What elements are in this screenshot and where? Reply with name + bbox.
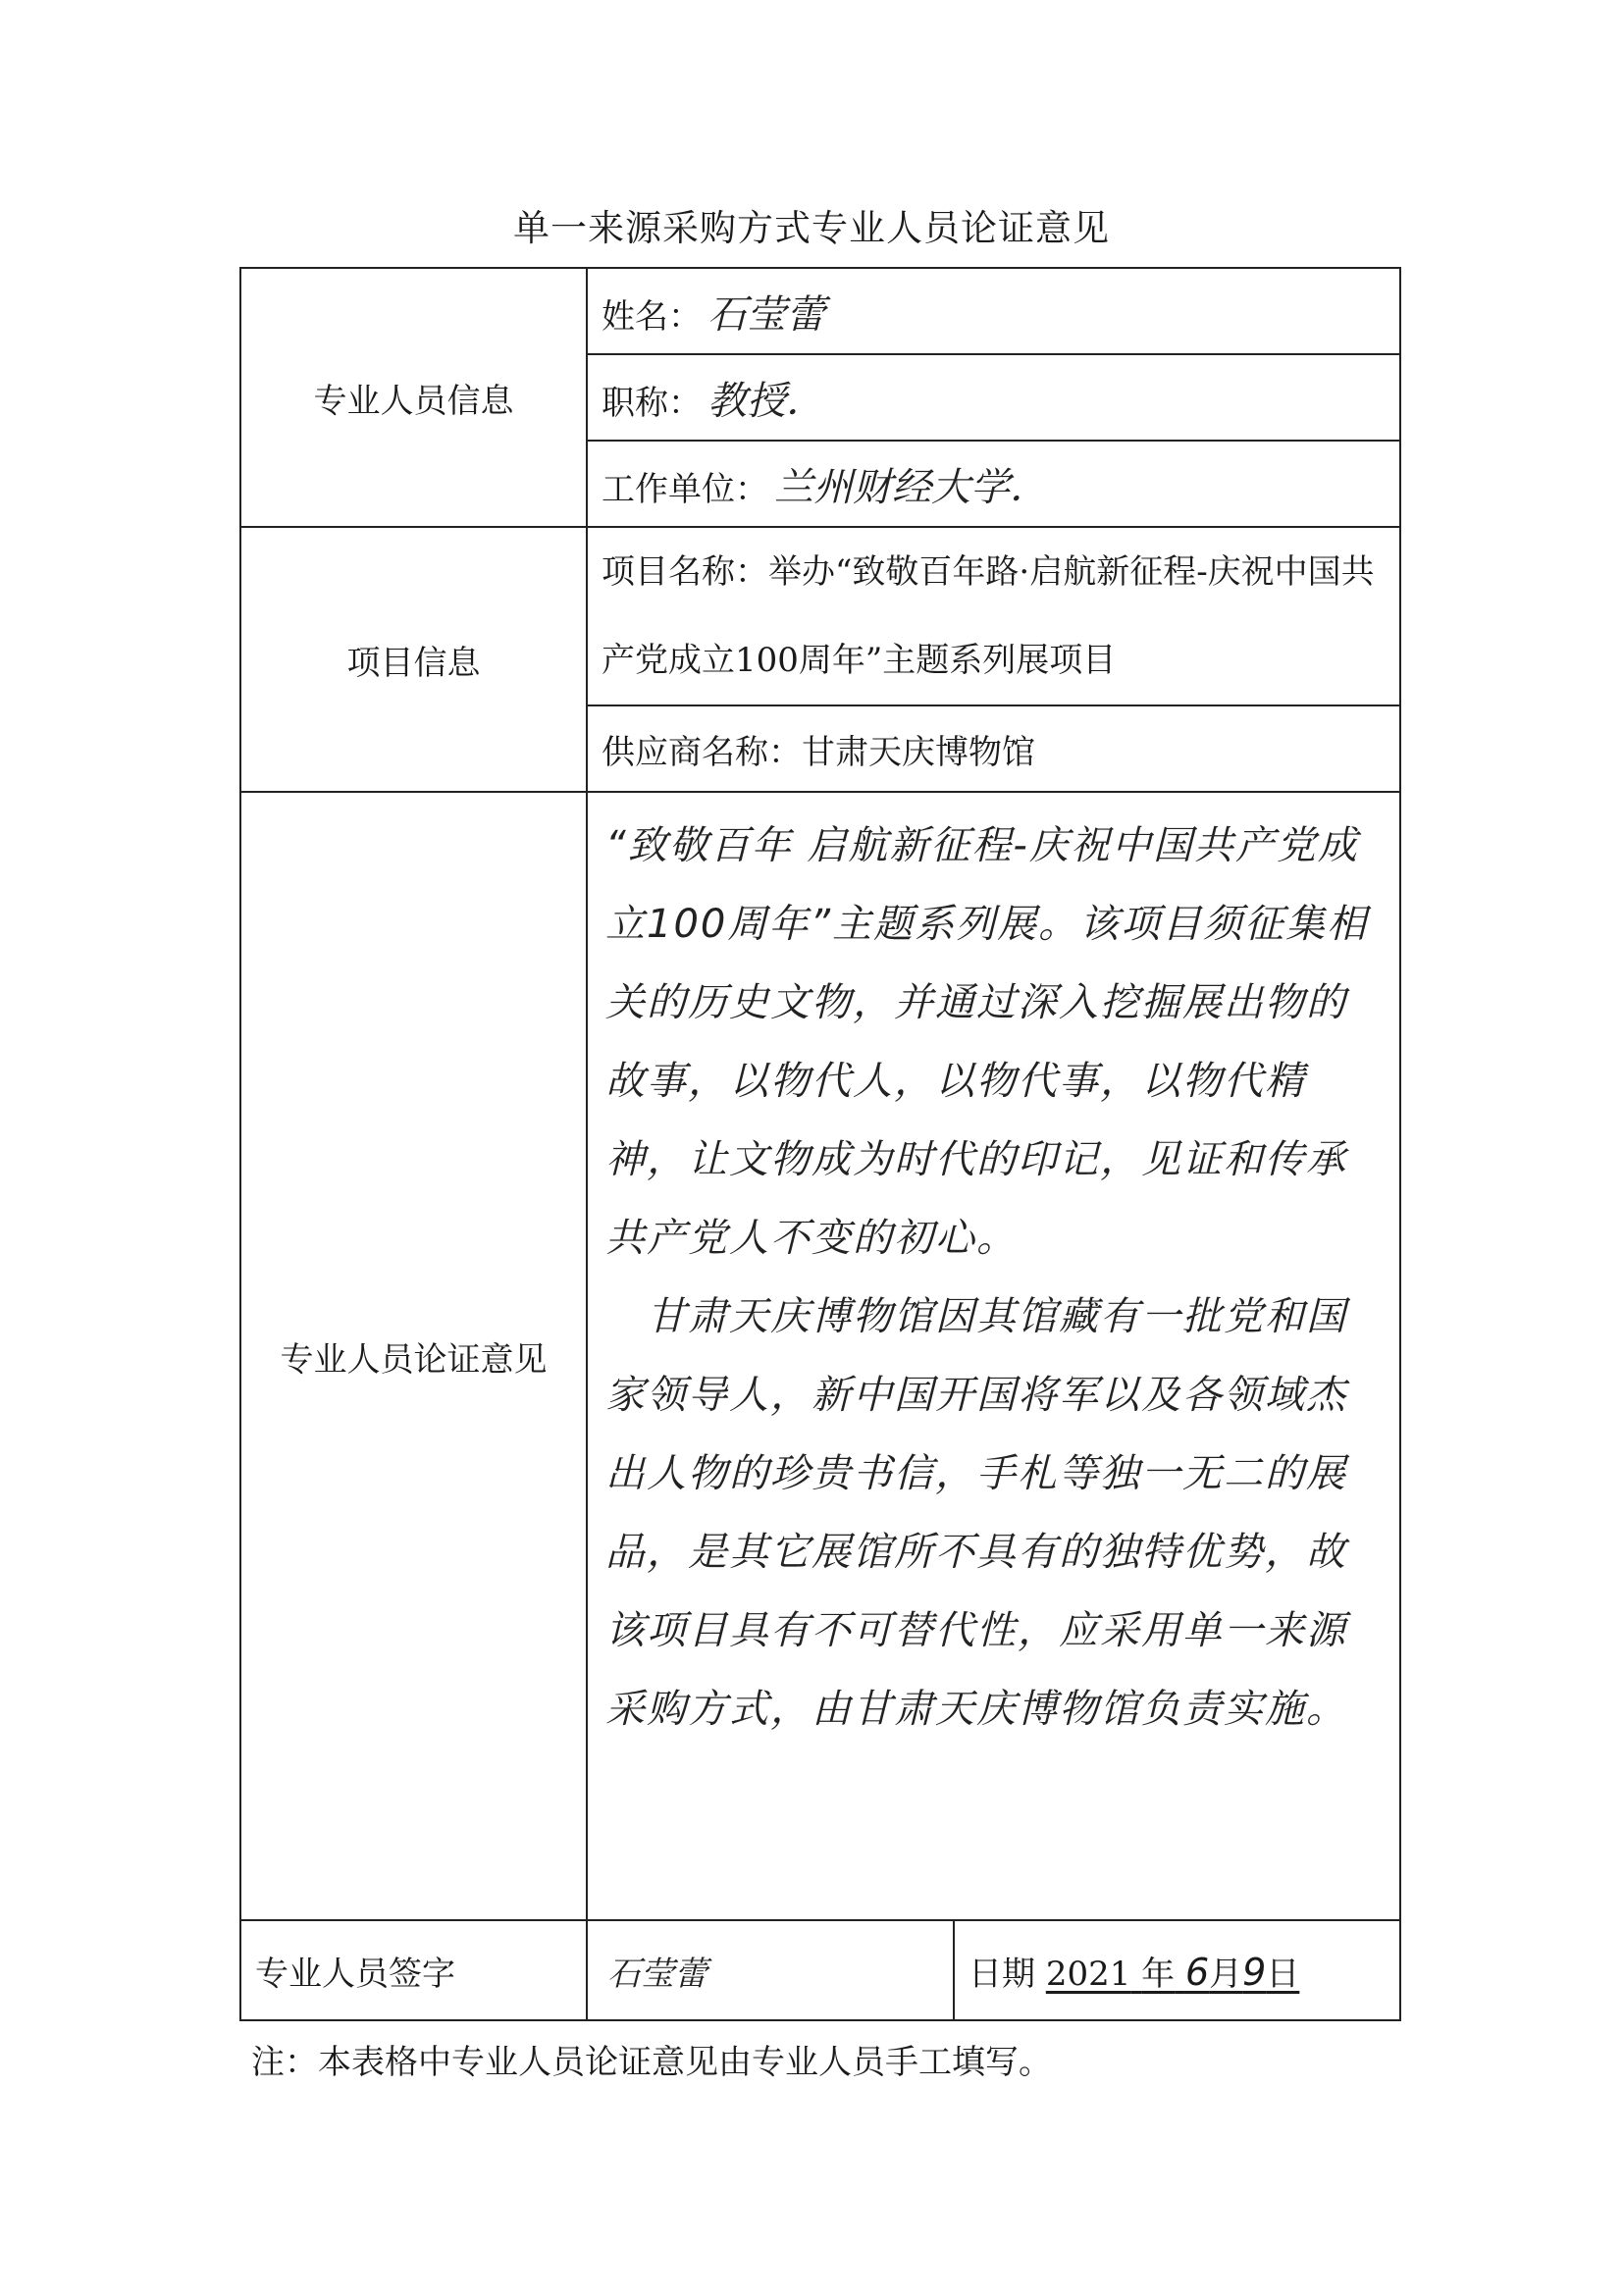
opinion-handwritten-text: “致敬百年 启航新征程-庆祝中国共产党成立100周年”主题系列展。该项目须征集相关的历史文物，并通过深入挖掘展出物的故事，以物代人，以物代事，以物代精神，让文物成为时代的印记，见证和传承共产党人不变的初心。 甘肃天庆博物馆因其馆藏有一批党和国家领导人，新中国开国将军以及各领域杰出人物的珍贵书信，手札等独一无二的展品，是其它展馆所不具有的独特优势，故该项目具有不可替代性，应采用单一来源采购方式，由甘肃天庆博物馆负责实施。 <box>605 823 1369 1732</box>
title-field <box>587 354 1400 441</box>
title-value: 教授． <box>707 378 825 424</box>
date-prefix: 日期 <box>969 1954 1035 1994</box>
name-value: 石莹蕾 <box>707 291 825 338</box>
opinion-form-table <box>239 267 1401 2021</box>
org-value: 兰州财经大学． <box>774 464 1049 510</box>
page-title: 单一来源采购方式专业人员论证意见 <box>513 207 1110 249</box>
org-field <box>587 441 1400 527</box>
date-year-unit: 年 <box>1141 1954 1176 1994</box>
date-month: 6 <box>1184 1950 1210 1994</box>
date-year: 2021 <box>1045 1954 1131 1994</box>
name-label: 姓名： <box>602 296 702 337</box>
signature: 石莹蕾 <box>587 1920 954 2020</box>
opinion-cell <box>587 792 1400 1920</box>
signature-label: 专业人员签字 <box>240 1920 587 2020</box>
footnote: 注：本表格中专业人员论证意见由专业人员手工填写。 <box>251 2043 1052 2082</box>
project-name-field: 项目名称：举办“致敬百年路·启航新征程-庆祝中国共产党成立100周年”主题系列展项目 <box>587 527 1400 705</box>
date-day: 9 <box>1242 1950 1267 1994</box>
date-day-unit: 日 <box>1266 1954 1300 1994</box>
date-field <box>954 1920 1400 2020</box>
title-label: 职称： <box>602 383 702 423</box>
name-field <box>587 268 1400 354</box>
org-label: 工作单位： <box>602 469 768 509</box>
date-month-unit: 月 <box>1209 1954 1243 1994</box>
date-value <box>1045 1950 1300 1994</box>
supplier-field: 供应商名称：甘肃天庆博物馆 <box>587 705 1400 792</box>
opinion-label: 专业人员论证意见 <box>240 792 587 1920</box>
project-info-label: 项目信息 <box>240 527 587 792</box>
personnel-info-label: 专业人员信息 <box>240 268 587 527</box>
